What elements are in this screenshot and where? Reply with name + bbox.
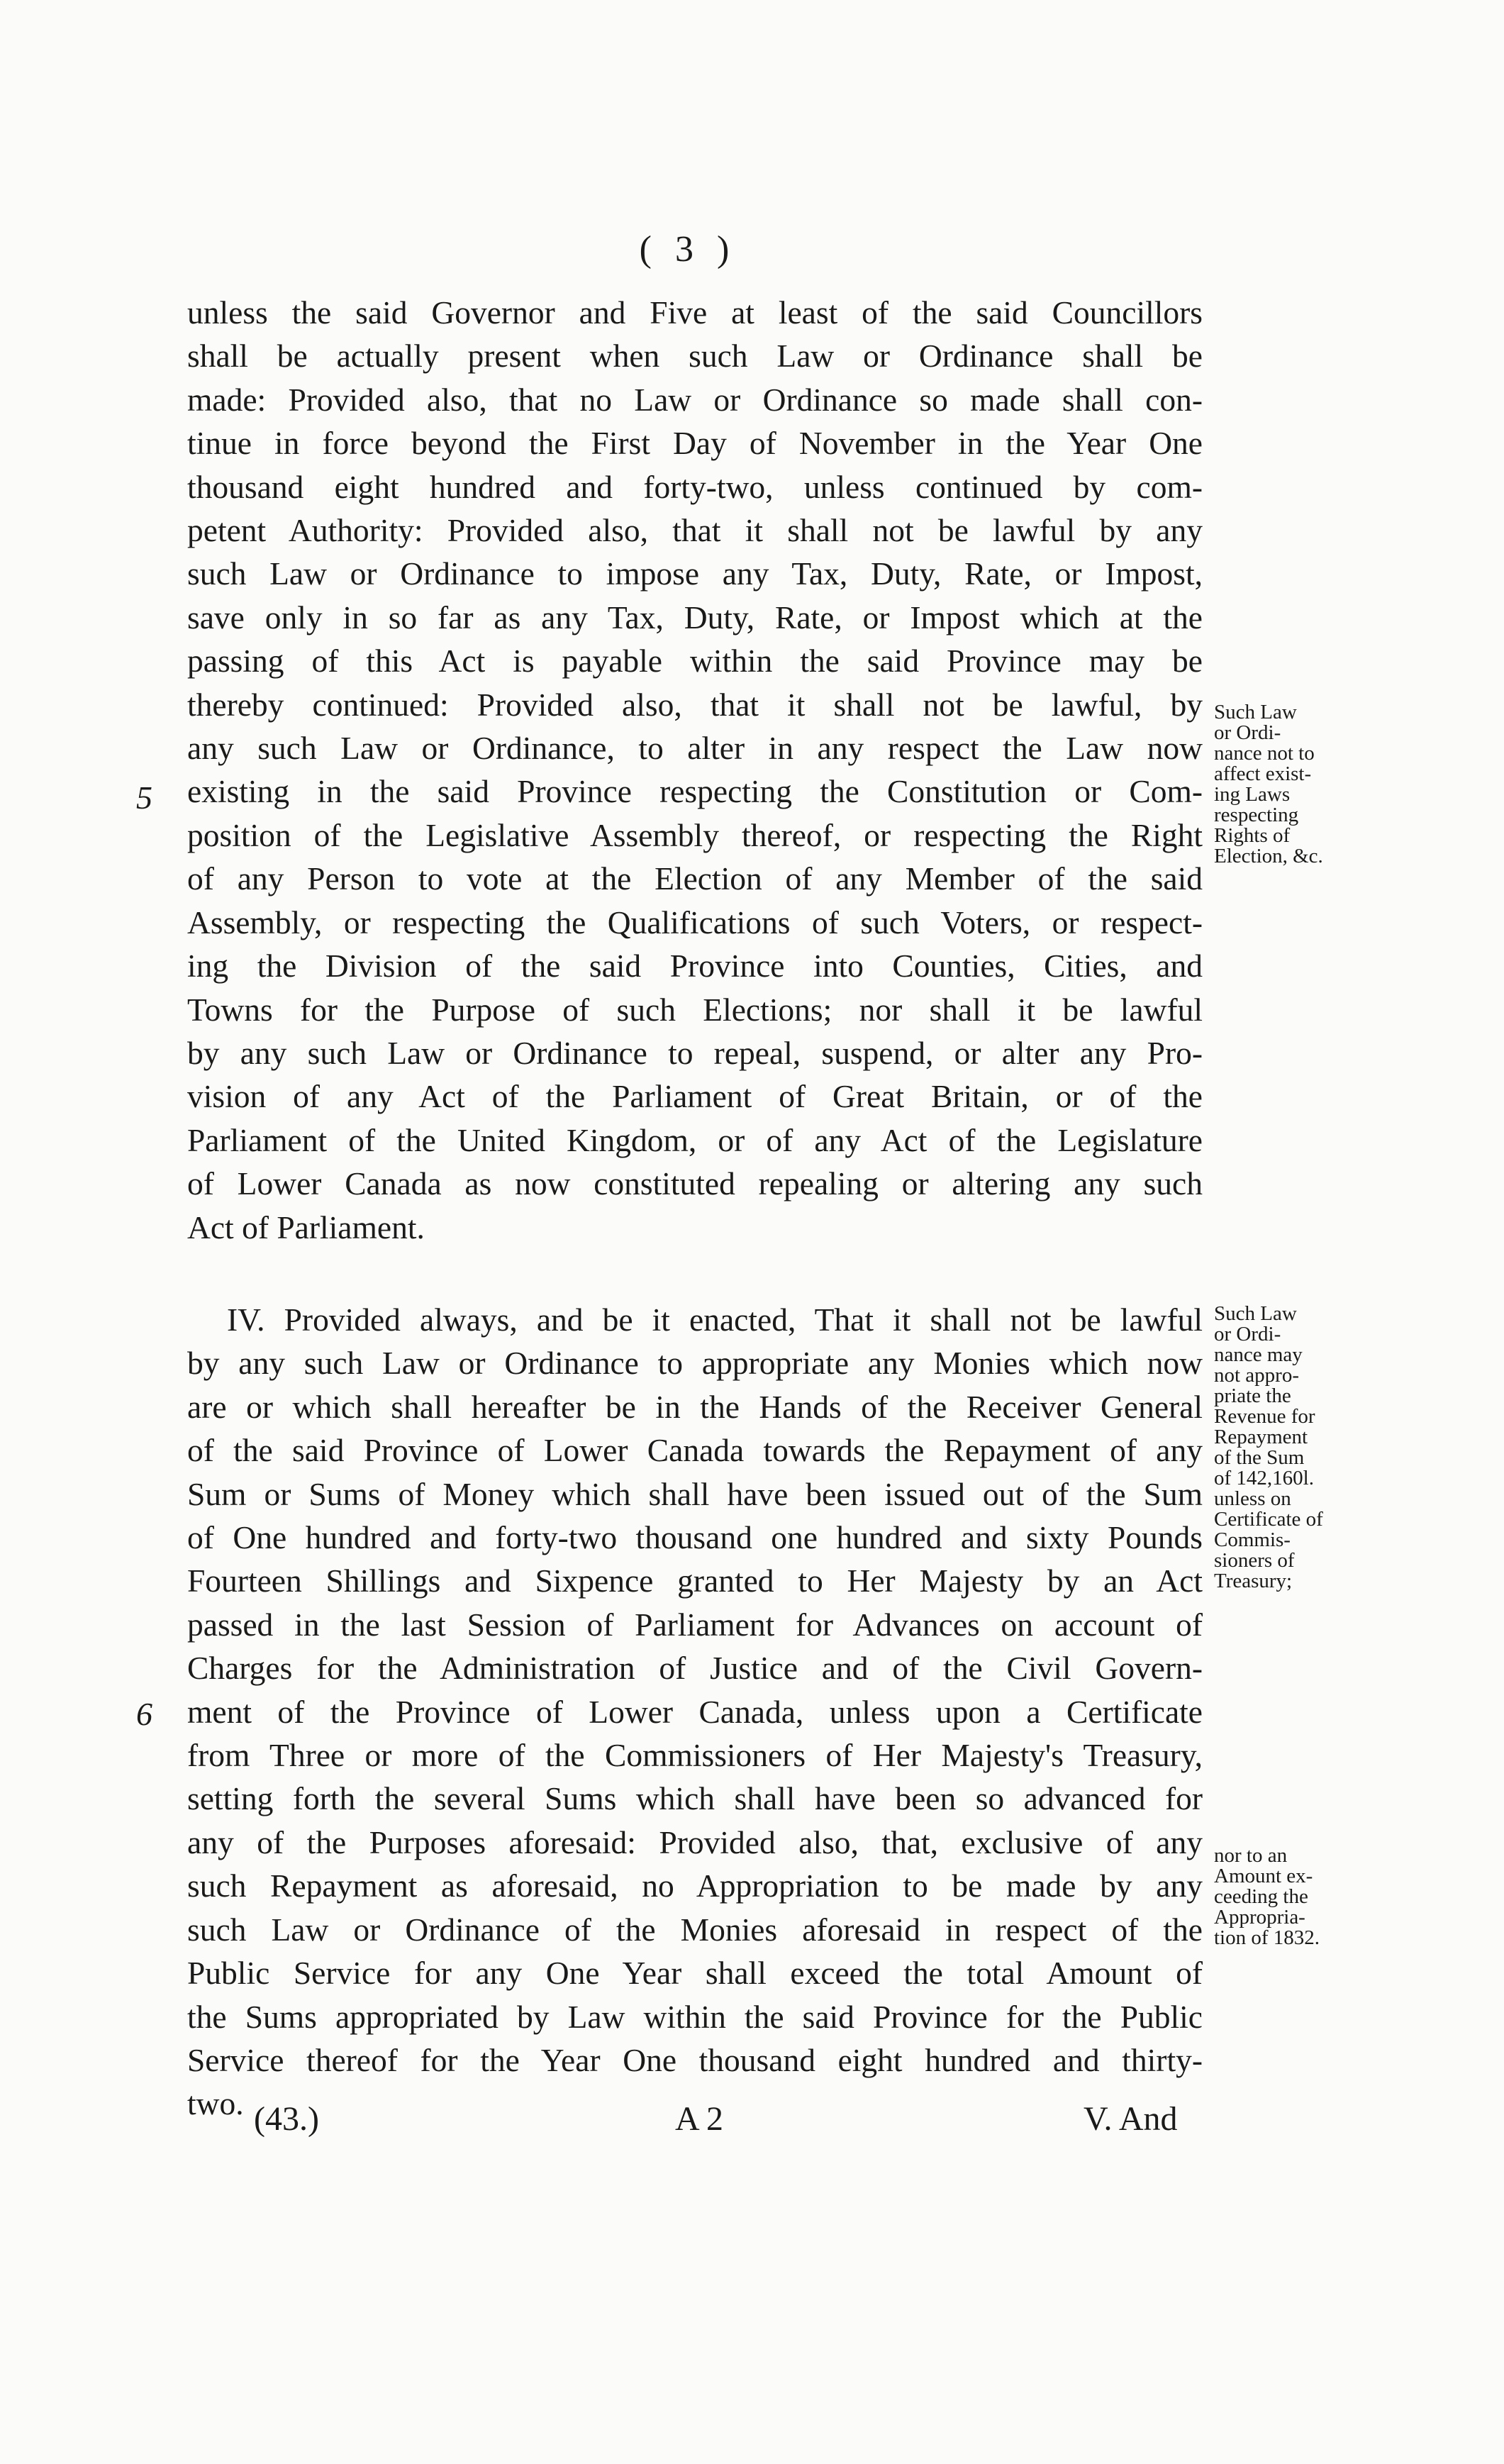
text-line: Charges for the Administration of Justice and of the Civil Govern- — [187, 1650, 1203, 1687]
marginal-note-revenue-repayment — [1214, 1304, 1377, 1592]
marginal-note-line: tion of 1832. — [1214, 1926, 1320, 1949]
text-line: Public Service for any One Year shall exceed the total Amount of — [187, 1955, 1203, 1992]
text-line: Towns for the Purpose of such Elections; nor shall it be lawful — [187, 991, 1203, 1028]
marginal-note-line: of 142,160l. — [1214, 1467, 1314, 1489]
marginal-note-appropriation-limit — [1214, 1846, 1377, 1948]
text-line: from Three or more of the Commissioners of Her Majesty's Treasury, — [187, 1737, 1203, 1774]
marginal-note-line: Treasury; — [1214, 1570, 1293, 1592]
text-line: tinue in force beyond the First Day of November in the Year One — [187, 425, 1203, 462]
text-line: any of the Purposes aforesaid: Provided also, that, exclusive of any — [187, 1824, 1203, 1860]
marginal-note-line: respecting — [1214, 804, 1299, 826]
marginal-note-line: unless on — [1214, 1487, 1291, 1510]
marginal-note-line: Rights of — [1214, 824, 1291, 847]
text-line: Fourteen Shillings and Sixpence granted to Her Majesty by an Act — [187, 1563, 1203, 1599]
marginal-note-line: ing Laws — [1214, 783, 1291, 806]
marginal-note-line: ceeding the — [1214, 1885, 1308, 1908]
text-line: Sum or Sums of Money which shall have been issued out of the Sum — [187, 1475, 1203, 1512]
text-line: Act of Parliament. — [187, 1209, 425, 1245]
footer-catchword: V. And — [1084, 2100, 1178, 2138]
text-line: position of the Legislative Assembly thereof, or respecting the Right — [187, 816, 1203, 853]
text-line: IV. Provided always, and be it enacted, That it shall not be lawful — [227, 1302, 1203, 1338]
marginal-note-line: Repayment — [1214, 1426, 1308, 1448]
marginal-note-line: of the Sum — [1214, 1446, 1305, 1469]
marginal-note-line: nance may — [1214, 1343, 1303, 1366]
text-line: passed in the last Session of Parliament for Advances on account of — [187, 1606, 1203, 1643]
text-line: of any Person to vote at the Election of any Member of the said — [187, 860, 1203, 897]
marginal-note-line: nor to an — [1214, 1844, 1288, 1867]
text-line: of the said Province of Lower Canada towards the Repayment of any — [187, 1432, 1203, 1469]
text-line: Parliament of the United Kingdom, or of any Act of the Legislature — [187, 1121, 1203, 1158]
text-line: ment of the Province of Lower Canada, unless upon a Certificate — [187, 1693, 1203, 1730]
text-line: any such Law or Ordinance, to alter in any respect the Law now — [187, 730, 1203, 767]
text-line: vision of any Act of the Parliament of Great Britain, or of the — [187, 1078, 1203, 1115]
text-line: save only in so far as any Tax, Duty, Rate, or Impost which at the — [187, 599, 1203, 636]
marginal-note-line: Appropria- — [1214, 1906, 1305, 1929]
text-line: thereby continued: Provided also, that it shall not be lawful, by — [187, 686, 1203, 723]
line-number-5: 5 — [136, 779, 152, 816]
clause-text-continuation — [187, 291, 1203, 1249]
text-line: thousand eight hundred and forty-two, unless continued by com- — [187, 468, 1203, 505]
marginal-note-line: not appro- — [1214, 1364, 1299, 1387]
text-line: Assembly, or respecting the Qualifications of such Voters, or respect- — [187, 904, 1203, 940]
marginal-note-line: Commis- — [1214, 1528, 1291, 1551]
marginal-note-line: Certificate of — [1214, 1508, 1323, 1531]
marginal-note-line: affect exist- — [1214, 762, 1312, 785]
footer-signature-mark: A 2 — [675, 2100, 724, 2138]
marginal-note-line: priate the — [1214, 1384, 1291, 1407]
text-line: such Law or Ordinance of the Monies aforesaid in respect of the — [187, 1911, 1203, 1948]
text-line: by any such Law or Ordinance to appropriate any Monies which now — [187, 1345, 1203, 1382]
marginal-note-line: nance not to — [1214, 742, 1315, 765]
text-line: by any such Law or Ordinance to repeal, suspend, or alter any Pro- — [187, 1034, 1203, 1071]
marginal-note-line: Revenue for — [1214, 1405, 1315, 1428]
marginal-note-line: Such Law — [1214, 701, 1297, 723]
marginal-note-line: Election, &c. — [1214, 845, 1323, 867]
marginal-note-line: Amount ex- — [1214, 1865, 1313, 1887]
text-line: are or which shall hereafter be in the Hands of the Receiver General — [187, 1388, 1203, 1425]
text-line: petent Authority: Provided also, that it shall not be lawful by any — [187, 512, 1203, 549]
text-line: of Lower Canada as now constituted repealing or altering any such — [187, 1165, 1203, 1202]
marginal-note-line: or Ordi- — [1214, 1323, 1281, 1345]
text-line: of One hundred and forty-two thousand one hundred and sixty Pounds — [187, 1519, 1203, 1556]
text-line: unless the said Governor and Five at least of the said Councillors — [187, 294, 1203, 331]
text-line: Service thereof for the Year One thousand eight hundred and thirty- — [187, 2041, 1203, 2078]
text-line: shall be actually present when such Law or Ordinance shall be — [187, 338, 1203, 374]
marginal-note-existing-laws — [1214, 702, 1377, 867]
marginal-note-line: sioners of — [1214, 1549, 1295, 1572]
text-line: setting forth the several Sums which shall have been so advanced for — [187, 1780, 1203, 1817]
text-line: existing in the said Province respecting the Constitution or Com- — [187, 773, 1203, 810]
text-line: ing the Division of the said Province into Counties, Cities, and — [187, 948, 1203, 984]
text-line: such Repayment as aforesaid, no Appropriation to be made by any — [187, 1868, 1203, 1904]
text-line: the Sums appropriated by Law within the said Province for the Public — [187, 1998, 1203, 2035]
text-line: two. — [187, 2085, 244, 2122]
footer-act-number: (43.) — [254, 2100, 319, 2138]
marginal-note-line: Such Law — [1214, 1302, 1297, 1325]
marginal-note-line: or Ordi- — [1214, 721, 1281, 744]
page-number: ( 3 ) — [639, 229, 737, 270]
text-line: passing of this Act is payable within the said Province may be — [187, 643, 1203, 679]
text-line: such Law or Ordinance to impose any Tax, Duty, Rate, or Impost, — [187, 555, 1203, 592]
text-line: made: Provided also, that no Law or Ordinance so made shall con- — [187, 381, 1203, 418]
clause-iv-text — [187, 1298, 1203, 2126]
line-number-6: 6 — [136, 1696, 152, 1732]
